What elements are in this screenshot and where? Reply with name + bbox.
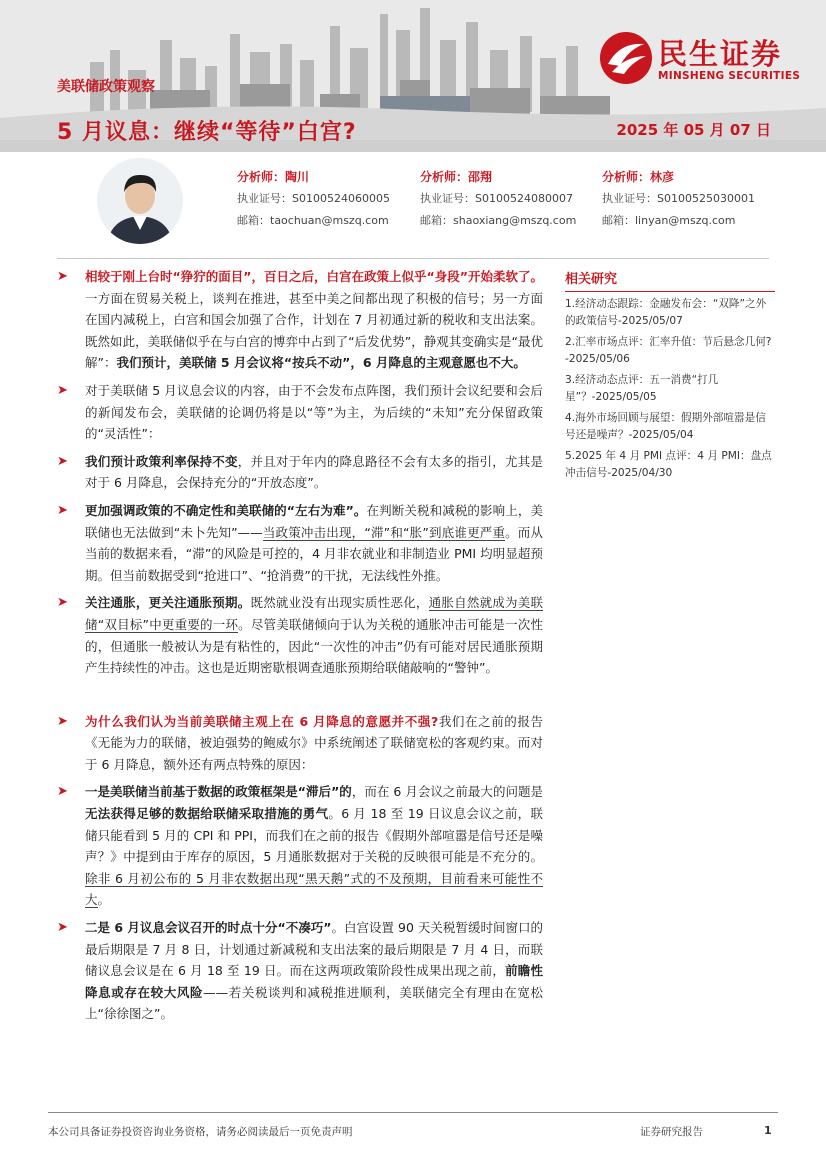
related-item[interactable]: 4.海外市场回顾与展望：假期外部喧嚣是信号还是噪声？-2025/05/04: [565, 412, 766, 441]
chevron-right-icon: ➤: [57, 502, 68, 518]
paragraph-text: 一方面在贸易关税上，谈判在推进，甚至中美之间都出现了积极的信号；另一方面在国内减税上，白宫和国会加强了合作，计划在 7 月初通过新的税收和支出法案。既然如此，美联储似乎在与白宫的博弈中占到了“后发优势”，静观其变确实是“最优解”：: [85, 290, 543, 371]
paragraph-bold: 更加强调政策的不确定性和美联储的“左右为难”。: [85, 502, 367, 518]
report-title: 5 月议息：继续“等待”白宫?: [57, 120, 357, 145]
chevron-right-icon: ➤: [57, 595, 68, 611]
paragraph-lead: 为什么我们认为当前美联储主观上在 6 月降息的意愿并不强?: [85, 713, 439, 729]
related-item[interactable]: 1.经济动态跟踪：金融发布会：“双降”之外的政策信号-2025/05/07: [565, 298, 767, 327]
chevron-right-icon: ➤: [57, 784, 68, 800]
analyst-license: 执业证号：S0100524060005: [237, 192, 390, 205]
paragraph-bold: 关注通胀，更关注通胀预期。: [85, 595, 251, 611]
analyst-2: [420, 166, 576, 232]
minsheng-logo-icon: [598, 30, 654, 86]
chevron-right-icon: ➤: [57, 382, 68, 398]
analyst-license: 执业证号：S0100525030001: [602, 192, 755, 205]
paragraph-text: ，而在 6 月会议之前最大的问题是: [351, 784, 543, 800]
paragraph-text: 在判断关税和减税的影响上，美联储也无法做到“未卜先知”——: [85, 502, 543, 540]
related-item[interactable]: 5.2025 年 4 月 PMI 点评：4 月 PMI：盘点冲击信号-2025/04/30: [565, 450, 772, 479]
analyst-photo: [97, 158, 183, 244]
main-content: [57, 266, 543, 1025]
report-series: 美联储政策观察: [57, 79, 155, 95]
paragraph-bold: 二是 6 月议息会议召开的时点十分“不凑巧”: [85, 920, 332, 936]
paragraph-text: ——若关税谈判和减税推进顺利，美联储完全有理由在宽松上“徐徐图之”。: [85, 984, 543, 1022]
analyst-email[interactable]: 邮箱：taochuan@mszq.com: [237, 214, 389, 227]
uncertainty-paragraph: [57, 500, 543, 586]
company-logo: [598, 30, 808, 86]
chevron-right-icon: ➤: [57, 269, 68, 284]
paragraph-bold: 前瞻性降息或存在较大风险: [85, 963, 543, 1000]
paragraph-text: ，并且对于年内的降息路径不会有太多的指引，尤其是对于 6 月降息，会保持充分的“开放态度”。: [85, 453, 543, 491]
paragraph-lead: 相较于刚上台时“狰狞的面目”，百日之后，白宫在政策上似乎“身段”开始柔软了。: [85, 269, 543, 284]
summary-paragraph: [57, 266, 543, 374]
meeting-content-paragraph: [57, 380, 543, 445]
paragraph-text: 。尽管美联储倾向于认为关税的通胀冲击可能是一次性的，但通胀一般被认为是有粘性的，因此“一次性的冲击”仍有可能对居民通胀预期产生持续性的冲击。这也是近期密歇根调查通胀预期给联储敲响的“警钟”。: [85, 616, 543, 676]
related-research-title: 相关研究: [565, 268, 775, 292]
paragraph-text: 。而从当前的数据来看，“滞”的风险是可控的，4 月非农就业和非制造业 PMI 均明显超预期。但当前数据受到“抢进口”、“抢消费”的干扰，无法线性外推。: [85, 524, 543, 583]
analyst-name: 分析师：陶川: [237, 170, 310, 184]
analyst-name: 分析师：邵翔: [420, 170, 493, 184]
report-date: 2025 年 05 月 07 日: [616, 121, 771, 139]
paragraph-text: 。: [97, 892, 111, 908]
lagging-framework-paragraph: [57, 781, 543, 911]
chevron-right-icon: ➤: [57, 453, 68, 469]
analyst-3: [602, 166, 755, 232]
timing-paragraph: [57, 917, 543, 1025]
analyst-email[interactable]: 邮箱：shaoxiang@mszq.com: [420, 214, 577, 227]
footer-doc-type: 证券研究报告: [640, 1126, 703, 1138]
header-banner: [0, 0, 826, 152]
chevron-right-icon: ➤: [57, 713, 68, 729]
paragraph-text: 既然就业没有出现实质性恶化，: [250, 595, 429, 611]
paragraph-bold: 无法获得足够的数据给联储采取措施的勇气: [85, 806, 329, 822]
footer-disclaimer: 本公司具备证券投资咨询业务资格，请务必阅读最后一页免责声明: [48, 1126, 353, 1138]
paragraph-bold: 我们预计，美联储 5 月会议将“按兵不动”，6 月降息的主观意愿也不大。: [116, 355, 526, 371]
page-number: 1: [764, 1124, 772, 1137]
paragraph-text: 我们在之前的报告《无能为力的联储，被迫强势的鲍威尔》中系统阐述了联储宽松的客观约束。而对于 6 月降息，额外还有两点特殊的原因：: [85, 713, 543, 772]
analyst-name: 分析师：林彦: [602, 170, 675, 184]
paragraph-bold: 一是美联储当前基于数据的政策框架是“滞后”的: [85, 784, 352, 800]
inflation-paragraph: [57, 592, 543, 678]
june-cut-paragraph: [57, 711, 543, 776]
analyst-email[interactable]: 邮箱：linyan@mszq.com: [602, 214, 736, 227]
footer-divider: [48, 1112, 778, 1113]
paragraph-underline: 当政策冲击出现，“滞”和“胀”到底谁更严重: [262, 524, 506, 540]
paragraph-text: 对于美联储 5 月议息会议的内容，由于不会发布点阵图，我们预计会议纪要和会后的新闻发布会，美联储的论调仍将是以“等”为主，为后续的“未知”充分保留政策的“灵活性”：: [85, 382, 543, 442]
logo-text-en: MINSHENG SECURITIES: [658, 70, 801, 82]
rate-unchanged-paragraph: [57, 451, 543, 494]
paragraph-underline: 通胀自然就成为美联储“双目标”中更重要的一环: [85, 595, 543, 632]
logo-text-cn: 民生证券: [658, 37, 783, 71]
chevron-right-icon: ➤: [57, 920, 68, 936]
paragraph-bold: 我们预计政策利率保持不变: [85, 453, 238, 469]
paragraph-text: 。6 月 18 至 19 日议息会议之前，联储只能看到 5 月的 CPI 和 PPI，而我们在之前的报告《假期外部喧嚣是信号还是噪声？》中提到由于库存的原因，5 月通胀数据对于关税的反映很可能是不充分的。: [85, 806, 543, 865]
related-item[interactable]: 3.经济动态点评：五一消费“打几星”？-2025/05/05: [565, 374, 719, 403]
header-divider: [57, 258, 769, 259]
paragraph-underline: 除非 6 月初公布的 5 月非农数据出现“黑天鹅”式的不及预期，目前看来可能性不大: [85, 870, 543, 908]
related-item[interactable]: 2.汇率市场点评：汇率升值：节后悬念几何?-2025/05/06: [565, 336, 772, 365]
paragraph-text: 。白宫设置 90 天关税暂缓时间窗口的最后期限是 7 月 8 日，计划通过新减税和支出法案的最后期限是 7 月 4 日，而联储议息会议是在 6 月 18 至 19 日。而在这两项政策阶段性成果出现之前，: [85, 920, 543, 979]
analyst-license: 执业证号：S0100524080007: [420, 192, 573, 205]
analyst-1: [237, 166, 390, 232]
related-research: [565, 268, 775, 482]
